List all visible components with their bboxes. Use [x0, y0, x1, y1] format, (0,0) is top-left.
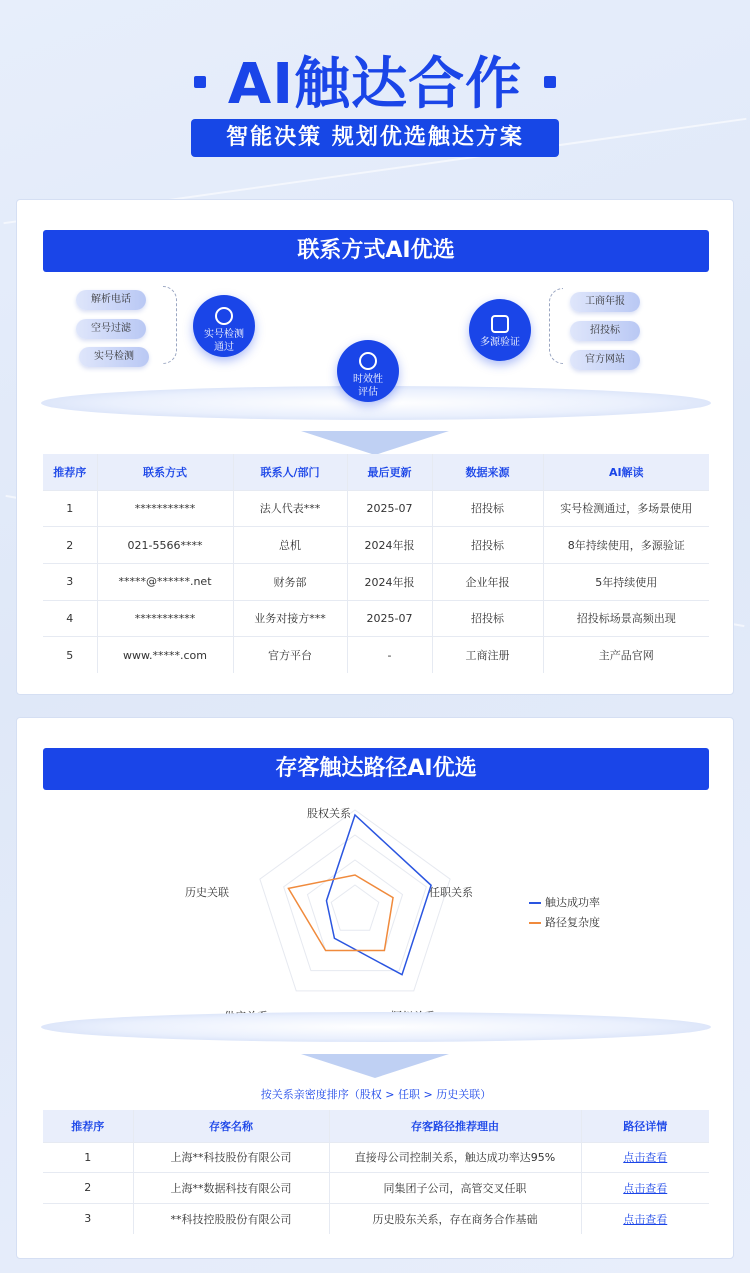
- th-person: 联系人/部门: [233, 454, 347, 490]
- th-contact: 联系方式: [97, 454, 233, 490]
- brace-right: [549, 288, 563, 364]
- cell: 法人代表***: [233, 490, 347, 527]
- contact-table: [43, 454, 709, 673]
- cell: 5年持续使用: [543, 563, 709, 600]
- customer-path-table: [43, 1110, 709, 1234]
- cell: 3: [43, 1203, 133, 1234]
- cell: *****@******.net: [97, 563, 233, 600]
- cell: 3: [43, 563, 97, 600]
- pill-annual-report: 工商年报: [570, 292, 640, 312]
- radar-series-2: [288, 875, 393, 950]
- cell: 上海**数据科技有限公司: [133, 1173, 329, 1204]
- pill-parse-phone: 解析电话: [76, 290, 146, 310]
- cell: **科技控股股份有限公司: [133, 1203, 329, 1234]
- table-row: [43, 1173, 709, 1204]
- th-customer: 存客名称: [133, 1110, 329, 1142]
- arrow-down-icon: [301, 1054, 449, 1078]
- cell: 总机: [233, 527, 347, 564]
- cell: 021-5566****: [97, 527, 233, 564]
- th-source: 数据来源: [432, 454, 543, 490]
- contact-ai-card: [16, 199, 734, 695]
- circle-real-check: 实号检测 通过: [193, 295, 255, 357]
- radar-label-equity: 股权关系: [307, 807, 351, 820]
- radar-grid-ring: [307, 860, 402, 950]
- cell: 官方平台: [233, 637, 347, 674]
- cell: ***********: [97, 600, 233, 637]
- cell: 直接母公司控制关系，触达成功率达95%: [329, 1142, 581, 1173]
- table-header-row: [43, 454, 709, 490]
- table-row: [43, 1203, 709, 1234]
- pill-empty-filter: 空号过滤: [76, 319, 146, 339]
- legend-item: 路径复杂度: [529, 913, 600, 933]
- customer-path-card: [16, 717, 734, 1259]
- cell: 招投标: [432, 527, 543, 564]
- cell: 2024年报: [347, 563, 432, 600]
- view-detail-link[interactable]: 点击查看: [623, 1212, 668, 1226]
- pill-bidding: 招投标: [570, 321, 640, 341]
- table-row: [43, 490, 709, 527]
- cell: 2025-07: [347, 600, 432, 637]
- table-header-row: [43, 1110, 709, 1142]
- cell: 2: [43, 527, 97, 564]
- cell: 2024年报: [347, 527, 432, 564]
- cell: www.*****.com: [97, 637, 233, 674]
- page-subtitle: 智能决策 规划优选触达方案: [191, 119, 559, 157]
- legend-swatch: [529, 902, 541, 904]
- th-rank: 推荐序: [43, 1110, 133, 1142]
- cell: [581, 1142, 709, 1173]
- arrow-down-icon: [301, 431, 449, 455]
- cell: 2: [43, 1173, 133, 1204]
- verify-icon: [491, 315, 509, 333]
- cell: 财务部: [233, 563, 347, 600]
- cell: 5: [43, 637, 97, 674]
- chart-legend: [529, 893, 600, 933]
- table-row: [43, 1142, 709, 1173]
- th-detail: 路径详情: [581, 1110, 709, 1142]
- radar-chart: [17, 798, 735, 1028]
- title-dot-icon: [194, 76, 206, 88]
- section-title-contact: 联系方式AI优选: [43, 230, 709, 272]
- table-row: [43, 527, 709, 564]
- cell: -: [347, 637, 432, 674]
- cell: 1: [43, 1142, 133, 1173]
- brace-left: [163, 286, 177, 364]
- legend-swatch: [529, 922, 541, 924]
- th-reason: 存客路径推荐理由: [329, 1110, 581, 1142]
- cell: 实号检测通过，多场景使用: [543, 490, 709, 527]
- cell: [581, 1173, 709, 1204]
- circle-timeliness: 时效性 评估: [337, 340, 399, 402]
- cell: 工商注册: [432, 637, 543, 674]
- view-detail-link[interactable]: 点击查看: [623, 1181, 668, 1195]
- cell: 招投标: [432, 600, 543, 637]
- th-updated: 最后更新: [347, 454, 432, 490]
- cell: [581, 1203, 709, 1234]
- title-dot-icon: [544, 76, 556, 88]
- platform-disk: [41, 1012, 711, 1042]
- table-row: [43, 563, 709, 600]
- pill-real-check: 实号检测: [79, 347, 149, 367]
- table-row: [43, 600, 709, 637]
- cell: 1: [43, 490, 97, 527]
- cell: 上海**科技股份有限公司: [133, 1142, 329, 1173]
- cell: 招投标: [432, 490, 543, 527]
- page-title: AI触达合作: [0, 40, 750, 120]
- th-rank: 推荐序: [43, 454, 97, 490]
- cell: 业务对接方***: [233, 600, 347, 637]
- section-title-path: 存客触达路径AI优选: [43, 748, 709, 790]
- radar-label-employment: 任职关系: [429, 886, 473, 899]
- cell: 企业年报: [432, 563, 543, 600]
- cell: 4: [43, 600, 97, 637]
- cell: 8年持续使用，多源验证: [543, 527, 709, 564]
- cell: 主产品官网: [543, 637, 709, 674]
- pill-official-site: 官方网站: [570, 350, 640, 370]
- view-detail-link[interactable]: 点击查看: [623, 1151, 668, 1165]
- cell: 2025-07: [347, 490, 432, 527]
- legend-item: 触达成功率: [529, 893, 600, 913]
- table-row: [43, 637, 709, 674]
- th-ai-insight: AI解读: [543, 454, 709, 490]
- cell: ***********: [97, 490, 233, 527]
- phone-icon: [215, 307, 233, 325]
- radar-grid-ring: [331, 885, 379, 930]
- cell: 历史股东关系，存在商务合作基础: [329, 1203, 581, 1234]
- radar-label-history: 历史关联: [185, 886, 229, 899]
- clock-icon: [359, 352, 377, 370]
- cell: 同集团子公司，高管交叉任职: [329, 1173, 581, 1204]
- circle-multi-source: 多源验证: [469, 299, 531, 361]
- cell: 招投标场景高频出现: [543, 600, 709, 637]
- sort-note: 按关系亲密度排序（股权 > 任职 > 历史关联）: [260, 1088, 492, 1101]
